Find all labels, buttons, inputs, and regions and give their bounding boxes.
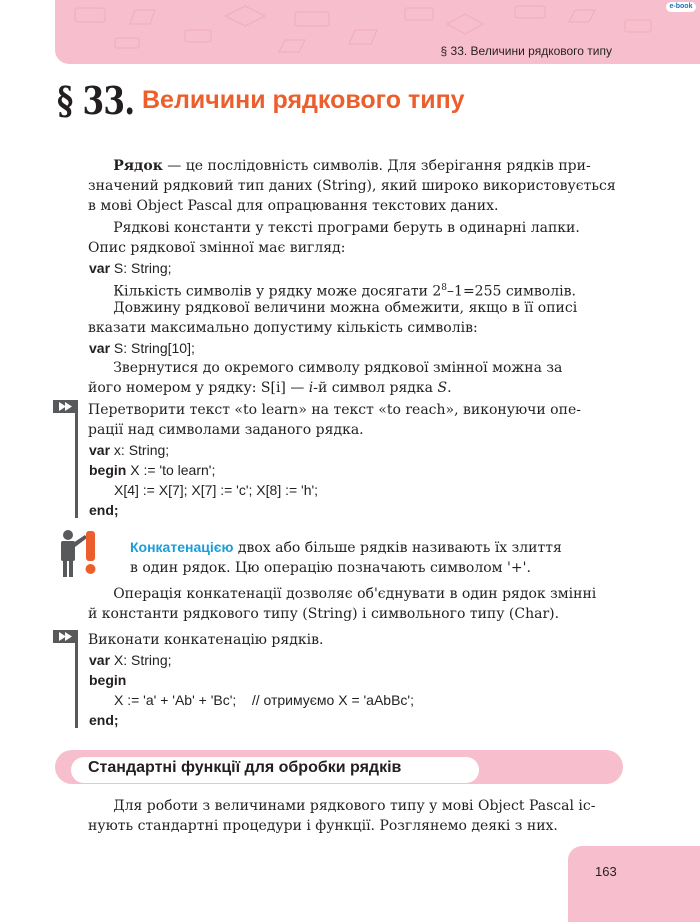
paragraph-5: Звернутися до окремого символу рядкової змінної можна за його номером у рядку: S[i] — i-й символ рядка S. <box>88 360 563 396</box>
attention-figure-icon <box>55 527 107 579</box>
example-marker-icon <box>53 630 75 643</box>
example-bracket <box>75 630 78 728</box>
example-marker-icon <box>53 400 75 413</box>
paragraph-3: Кількість символів у рядку може досягати $2^8-1=255$ символів. <box>113 283 576 300</box>
example-1-code-line-4: end; <box>89 502 119 518</box>
paragraph-6: Операція конкатенації дозволяє об'єднувати в один рядок змінні й константи рядкового типу (String) і символьного типу (Char). <box>88 586 597 622</box>
example-2-task: Виконати конкатенацію рядків. <box>88 632 324 648</box>
paragraph-closing: Для роботи з величинами рядкового типу у мові Object Pascal іс- нують стандартні процедури і функції. Розглянемо деякі з них. <box>88 798 596 834</box>
example-1-code-line-3: X[4] := X[7]; X[7] := 'c'; X[8] := 'h'; <box>114 482 319 498</box>
example-1-code-line-1: var x: String; <box>89 442 170 458</box>
example-bracket <box>75 400 78 518</box>
example-2-code-line-2: begin <box>89 672 127 688</box>
term-concatenation: Конкатенацією <box>130 539 234 555</box>
example-1-task: Перетворити текст «to learn» на текст «to reach», виконуючи опе- рації над символами заданого рядка. <box>88 402 581 438</box>
example-2-code-line-1: var X: String; <box>89 652 172 668</box>
example-2-code-line-4: end; <box>89 712 119 728</box>
paragraph-2: Рядкові константи у тексті програми беруть в одинарні лапки. Опис рядкової змінної має вигляд: <box>88 220 580 256</box>
running-title: § 33. Величини рядкового типу <box>440 44 612 58</box>
e-book-logo-icon: e-book <box>666 2 696 12</box>
note-definition: Конкатенацією двох або більше рядків називають їх злиття в один рядок. Цю операцію позначають символом '+'. <box>130 539 562 576</box>
page-number: 163 <box>595 864 617 879</box>
code-var-string10: var S: String[10]; <box>89 340 195 356</box>
section-title: Величини рядкового типу <box>142 86 465 114</box>
example-2-code-line-3: X := 'a' + 'Ab' + 'Bc'; // отримуємо X = 'aAbBc'; <box>114 692 414 708</box>
term-ryadok: Рядок <box>113 158 163 174</box>
page-number-band <box>568 846 700 922</box>
paragraph-1: Рядок — це послідовність символів. Для зберігання рядків при- значений рядковий тип даних (String), який широко використовується в мові Object Pascal для опрацювання текстових даних. <box>88 158 616 214</box>
example-1-code-line-2: begin X := 'to learn'; <box>89 462 216 478</box>
code-var-string: var S: String; <box>89 260 172 276</box>
section-number: § 33. <box>57 78 135 123</box>
subsection-title: Стандартні функції для обробки рядків <box>88 759 402 776</box>
paragraph-4: Довжину рядкової величини можна обмежити, якщо в її описі вказати максимально допустиму кількість символів: <box>88 300 578 336</box>
